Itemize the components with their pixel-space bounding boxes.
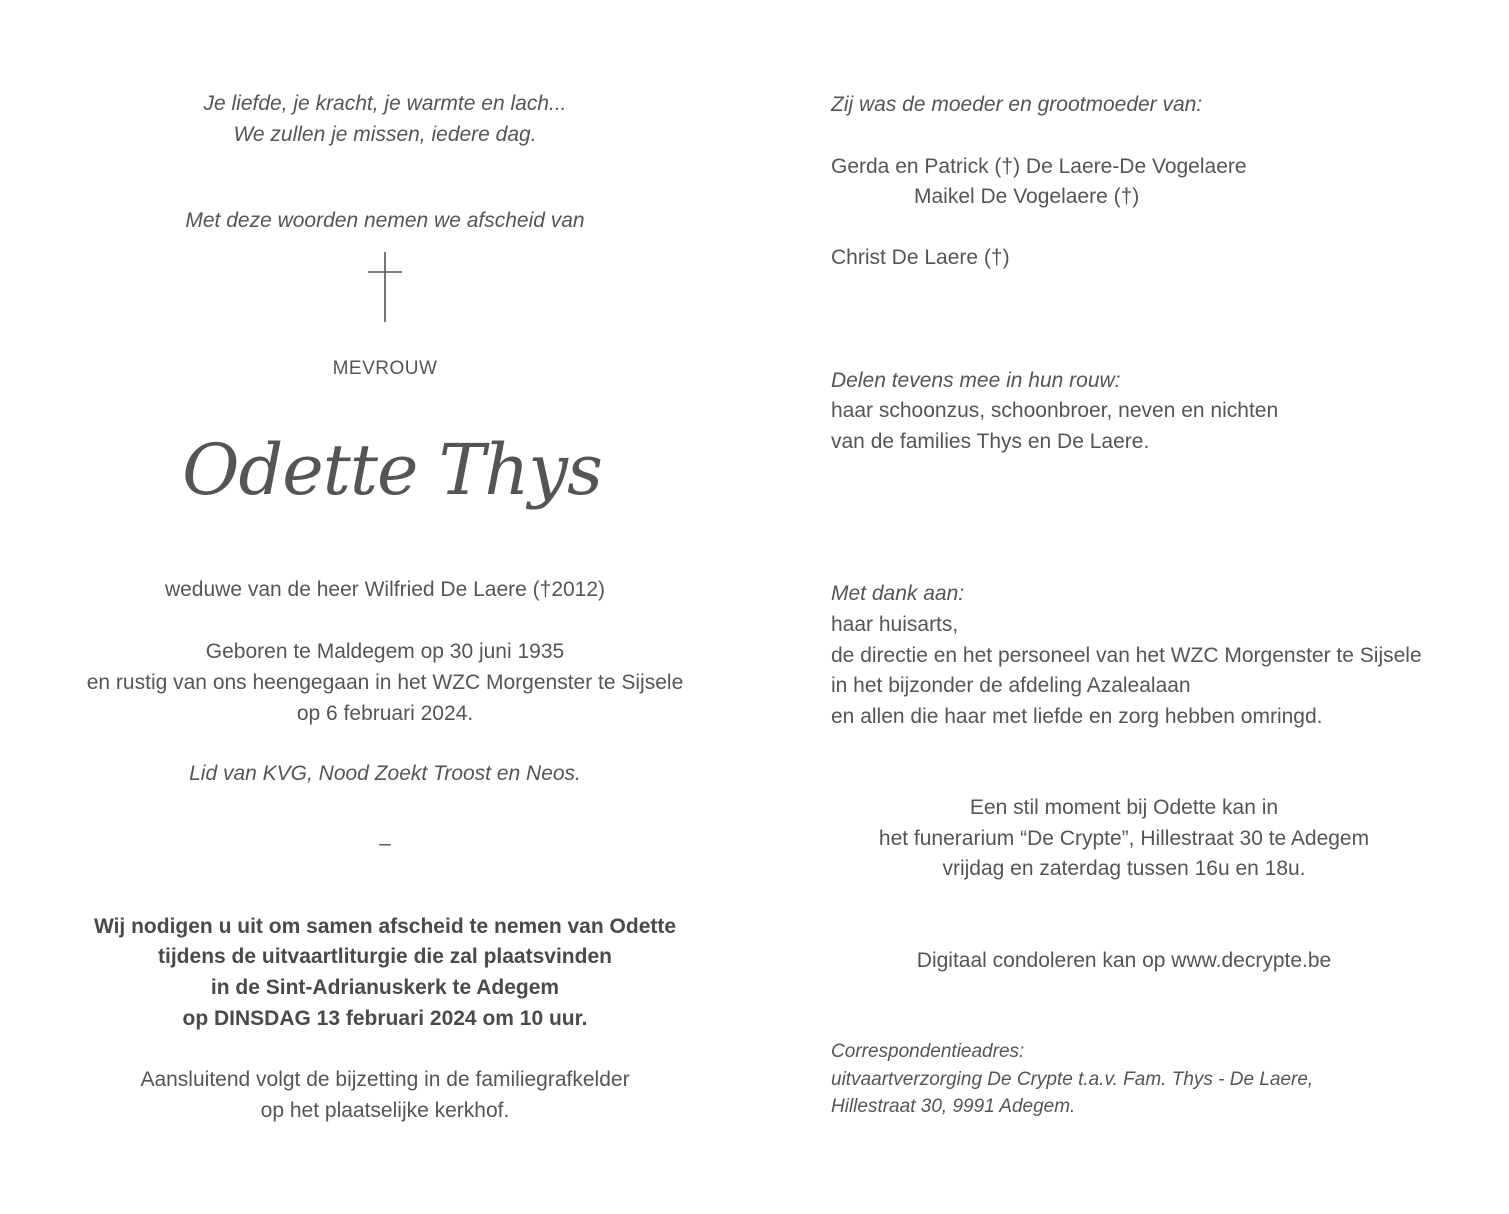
invitation-line-1: Wij nodigen u uit om samen afscheid te nemen van Odette — [93, 915, 677, 938]
burial-line-2: op het plaatselijke kerkhof. — [260, 1099, 510, 1122]
mourning-heading: Delen tevens mee in hun rouw: — [831, 369, 1121, 392]
family-member-2: Maikel De Vogelaere (†) — [914, 185, 1140, 208]
separator: – — [379, 832, 391, 855]
latin-cross-icon — [366, 252, 404, 322]
invitation-line-2: tijdens de uitvaartliturgie die zal plaatsvinden — [158, 945, 612, 968]
birth-line-1: Geboren te Maldegem op 30 juni 1935 — [205, 640, 565, 663]
membership-text: Lid van KVG, Nood Zoekt Troost en Neos. — [189, 762, 581, 785]
visit-line-3: vrijdag en zaterdag tussen 16u en 18u. — [942, 857, 1306, 880]
family-member-3: Christ De Laere (†) — [831, 246, 1010, 269]
title-mevrouw: MEVROUW — [332, 358, 438, 379]
condolences-text: Digitaal condoleren kan op www.decrypte.be — [916, 949, 1332, 972]
birth-line-3: op 6 februari 2024. — [296, 702, 474, 725]
family-member-1: Gerda en Patrick (†) De Laere-De Vogelaere — [831, 155, 1247, 178]
widow-text: weduwe van de heer Wilfried De Laere (†2012) — [164, 578, 606, 601]
correspondence-line-1: uitvaartverzorging De Crypte t.a.v. Fam. Thys - De Laere, — [831, 1069, 1314, 1090]
thanks-line-4: en allen die haar met liefde en zorg hebben omringd. — [831, 705, 1323, 728]
thanks-heading: Met dank aan: — [831, 582, 965, 605]
intro-text: Met deze woorden nemen we afscheid van — [185, 209, 585, 232]
thanks-line-1: haar huisarts, — [831, 613, 959, 636]
thanks-line-2: de directie en het personeel van het WZC Morgenster te Sijsele — [831, 644, 1422, 667]
mourning-line-1: haar schoonzus, schoonbroer, neven en nichten — [831, 399, 1279, 422]
mourning-line-2: van de families Thys en De Laere. — [831, 430, 1150, 453]
poem-line-1: Je liefde, je kracht, je warmte en lach... — [203, 92, 567, 115]
visit-line-1: Een stil moment bij Odette kan in — [969, 796, 1279, 819]
birth-line-2: en rustig van ons heengegaan in het WZC Morgenster te Sijsele — [86, 671, 684, 694]
thanks-line-3: in het bijzonder de afdeling Azalealaan — [831, 674, 1191, 697]
invitation-line-3: in de Sint-Adrianuskerk te Adegem — [210, 976, 560, 999]
invitation-line-4: op DINSDAG 13 februari 2024 om 10 uur. — [182, 1007, 588, 1030]
correspondence-heading: Correspondentieadres: — [831, 1041, 1025, 1062]
deceased-name: Odette Thys — [182, 429, 602, 511]
family-heading: Zij was de moeder en grootmoeder van: — [831, 93, 1203, 116]
visit-line-2: het funerarium “De Crypte”, Hillestraat 30 te Adegem — [878, 827, 1370, 850]
correspondence-line-2: Hillestraat 30, 9991 Adegem. — [831, 1096, 1076, 1117]
poem-line-2: We zullen je missen, iedere dag. — [233, 123, 537, 146]
burial-line-1: Aansluitend volgt de bijzetting in de familiegrafkelder — [140, 1068, 630, 1091]
